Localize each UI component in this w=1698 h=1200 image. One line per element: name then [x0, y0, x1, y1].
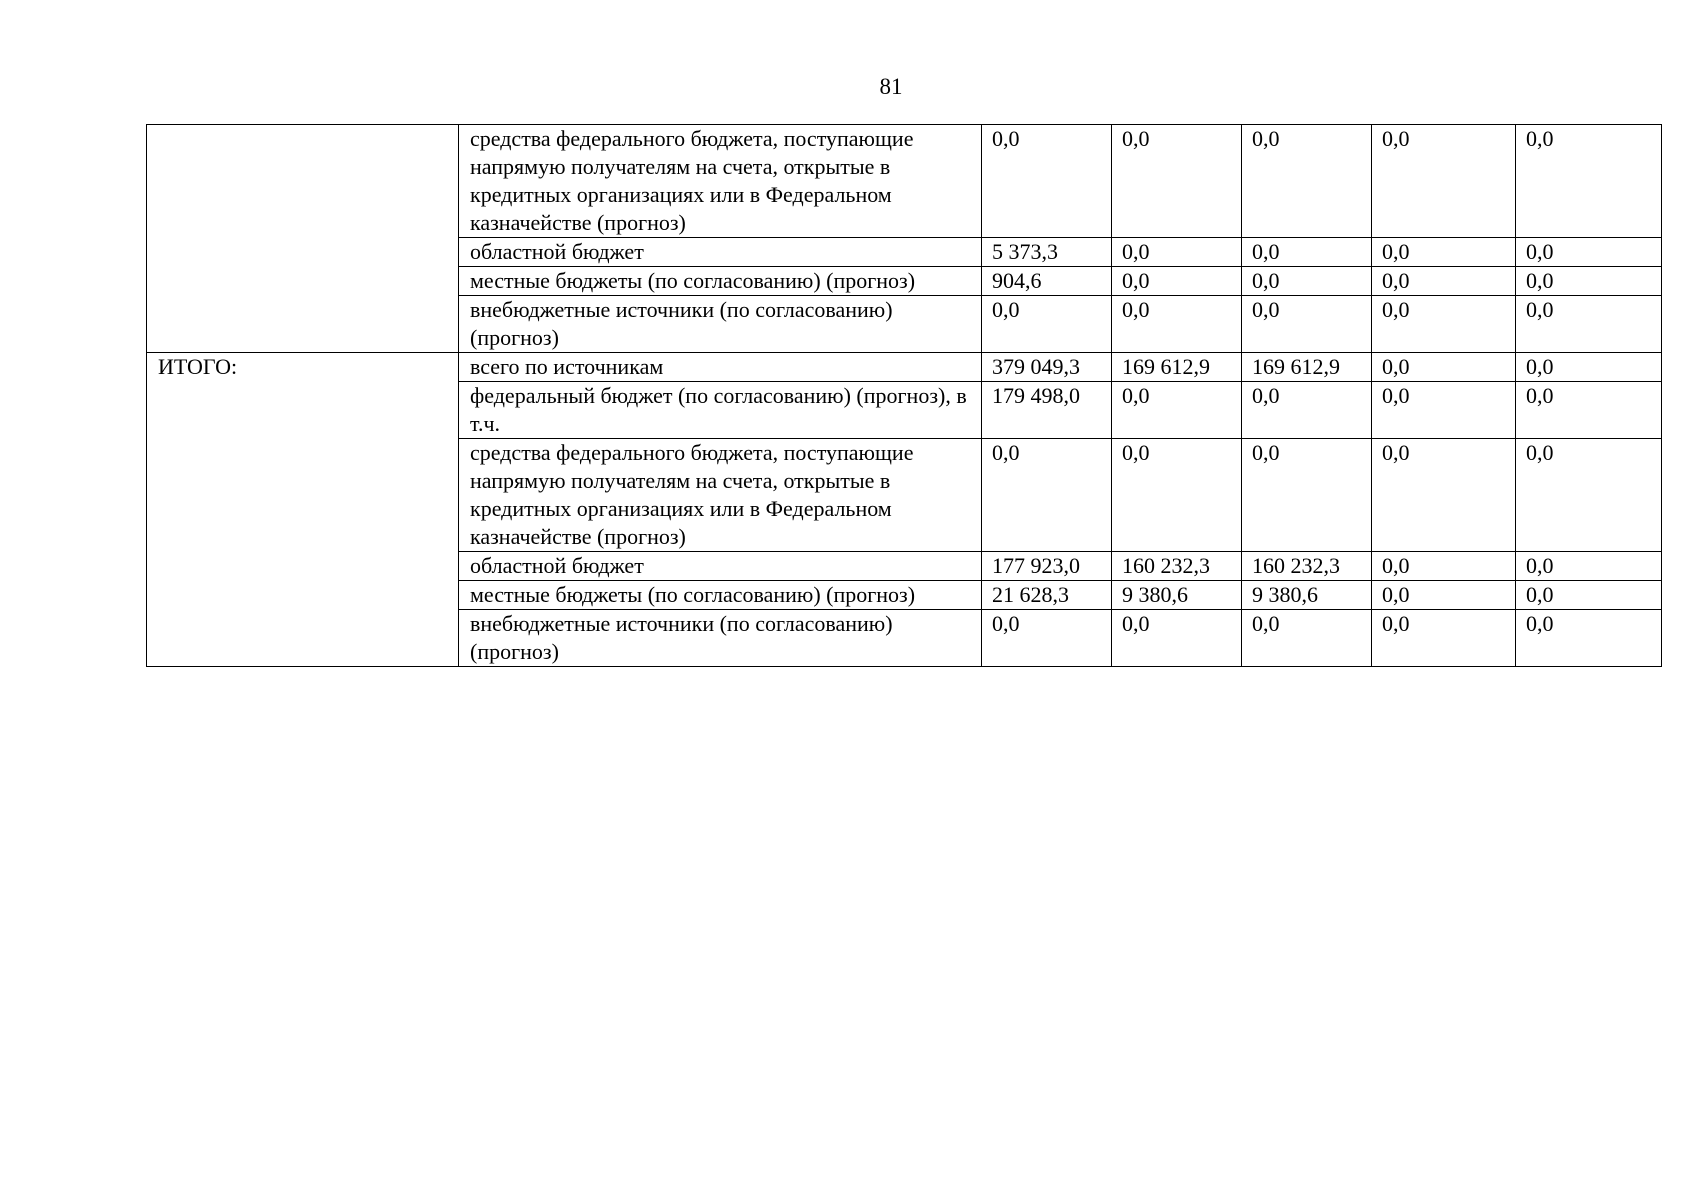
value-cell: 0,0 [1112, 267, 1242, 296]
value-cell: 0,0 [982, 125, 1112, 238]
value-cell: 0,0 [1242, 296, 1372, 353]
source-cell: областной бюджет [459, 552, 982, 581]
value-cell: 0,0 [1516, 610, 1662, 667]
value-cell: 0,0 [1516, 382, 1662, 439]
empty-label-cell [147, 125, 459, 353]
value-cell: 0,0 [982, 439, 1112, 552]
total-label: ИТОГО: [147, 353, 459, 667]
value-cell: 0,0 [1112, 125, 1242, 238]
value-cell: 160 232,3 [1242, 552, 1372, 581]
value-cell: 0,0 [1516, 439, 1662, 552]
page-number: 81 [879, 74, 903, 99]
source-cell: местные бюджеты (по согласованию) (прогноз) [459, 581, 982, 610]
value-cell: 0,0 [1516, 267, 1662, 296]
value-cell: 0,0 [1372, 238, 1516, 267]
value-cell: 0,0 [1372, 267, 1516, 296]
source-cell: областной бюджет [459, 238, 982, 267]
value-cell: 0,0 [1372, 125, 1516, 238]
value-cell: 9 380,6 [1112, 581, 1242, 610]
value-cell: 0,0 [1372, 439, 1516, 552]
value-cell: 0,0 [1516, 125, 1662, 238]
value-cell: 0,0 [1242, 125, 1372, 238]
value-cell: 0,0 [1242, 238, 1372, 267]
value-cell: 21 628,3 [982, 581, 1112, 610]
value-cell: 0,0 [1372, 552, 1516, 581]
value-cell: 0,0 [1372, 581, 1516, 610]
value-cell: 0,0 [1516, 581, 1662, 610]
value-cell: 0,0 [1372, 296, 1516, 353]
value-cell: 0,0 [982, 610, 1112, 667]
value-cell: 0,0 [1242, 267, 1372, 296]
budget-table [146, 124, 1662, 667]
value-cell: 0,0 [1516, 552, 1662, 581]
value-cell: 0,0 [1242, 382, 1372, 439]
value-cell: 0,0 [1112, 296, 1242, 353]
table-row [147, 125, 1662, 238]
value-cell: 0,0 [1112, 382, 1242, 439]
source-cell: средства федерального бюджета, поступающие напрямую получателям на счета, открытые в кредитных организациях или в Федеральном казначействе (прогноз) [459, 125, 982, 238]
value-cell: 0,0 [1112, 238, 1242, 267]
source-cell: средства федерального бюджета, поступающие напрямую получателям на счета, открытые в кредитных организациях или в Федеральном казначействе (прогноз) [459, 439, 982, 552]
value-cell: 0,0 [1516, 296, 1662, 353]
value-cell: 379 049,3 [982, 353, 1112, 382]
value-cell: 169 612,9 [1242, 353, 1372, 382]
source-cell: всего по источникам [459, 353, 982, 382]
value-cell: 0,0 [1372, 610, 1516, 667]
value-cell: 0,0 [1112, 439, 1242, 552]
value-cell: 9 380,6 [1242, 581, 1372, 610]
value-cell: 0,0 [1372, 382, 1516, 439]
value-cell: 0,0 [1112, 610, 1242, 667]
value-cell: 0,0 [1516, 238, 1662, 267]
value-cell: 160 232,3 [1112, 552, 1242, 581]
value-cell: 179 498,0 [982, 382, 1112, 439]
source-cell: внебюджетные источники (по согласованию) (прогноз) [459, 610, 982, 667]
value-cell: 169 612,9 [1112, 353, 1242, 382]
value-cell: 177 923,0 [982, 552, 1112, 581]
source-cell: внебюджетные источники (по согласованию) (прогноз) [459, 296, 982, 353]
value-cell: 0,0 [1372, 353, 1516, 382]
value-cell: 0,0 [982, 296, 1112, 353]
value-cell: 5 373,3 [982, 238, 1112, 267]
value-cell: 0,0 [1242, 610, 1372, 667]
source-cell: местные бюджеты (по согласованию) (прогноз) [459, 267, 982, 296]
value-cell: 904,6 [982, 267, 1112, 296]
table-row [147, 353, 1662, 382]
source-cell: федеральный бюджет (по согласованию) (прогноз), в т.ч. [459, 382, 982, 439]
value-cell: 0,0 [1242, 439, 1372, 552]
value-cell: 0,0 [1516, 353, 1662, 382]
